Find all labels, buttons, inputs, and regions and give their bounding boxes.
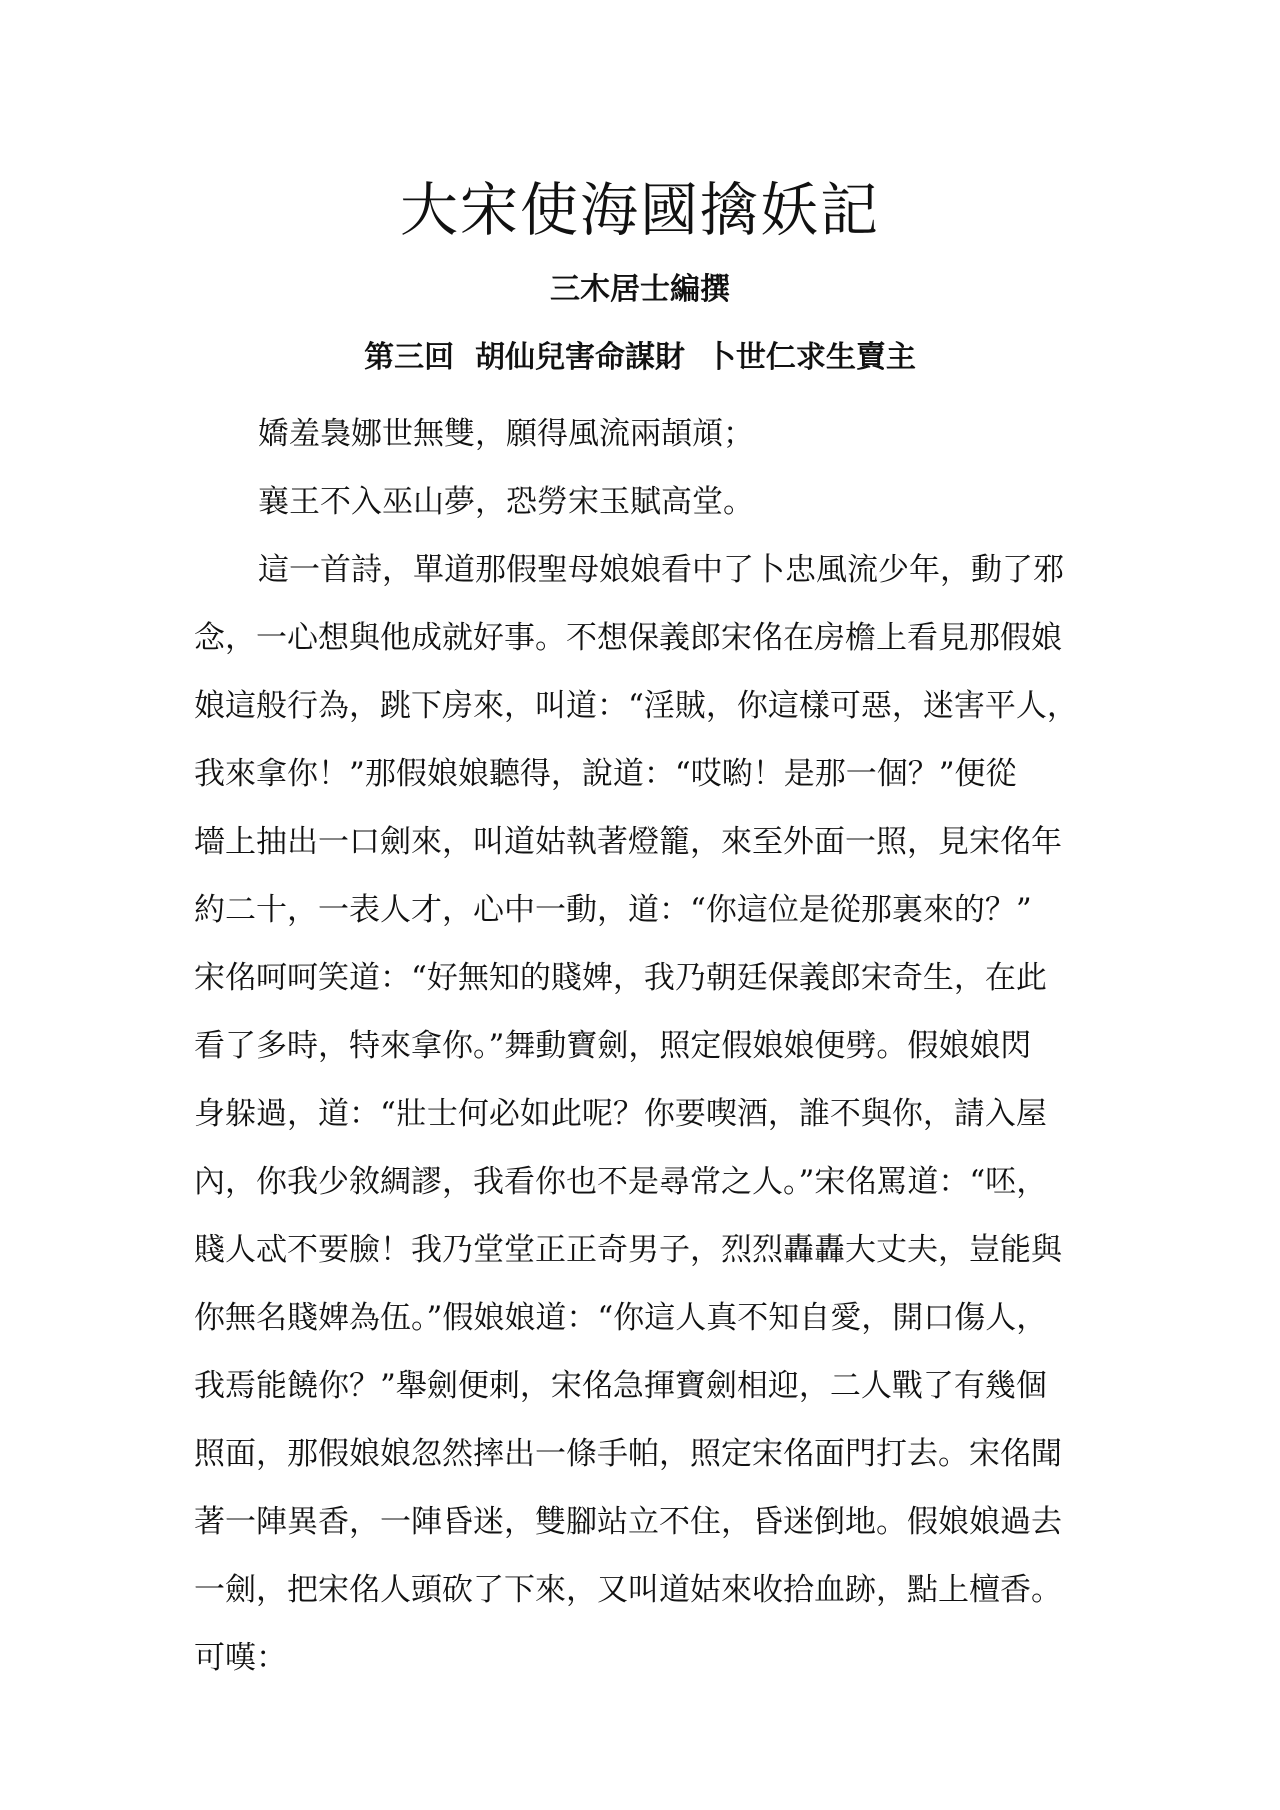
paragraph-line: 墻上抽出一口劍來，叫道姑執著燈籠，來至外面一照，見宋佲年: [194, 824, 1062, 860]
paragraph-line: 看了多時，特來拿你。”舞動寶劍，照定假娘娘便劈。假娘娘閃: [194, 1028, 1032, 1064]
paragraph-line: 宋佲呵呵笑道：“好無知的賤婢，我乃朝廷保義郎宋奇生，在此: [194, 960, 1047, 996]
paragraph-line: 照面，那假娘娘忽然摔出一條手帕，照定宋佲面門打去。宋佲聞: [194, 1436, 1062, 1472]
paragraph-line: 我來拿你！”那假娘娘聽得，說道：“哎喲！是那一個？”便從: [194, 756, 1017, 792]
paragraph-line: 身躲過，道：“壯士何必如此呢？你要喫酒，誰不與你，請入屋: [194, 1096, 1047, 1132]
poem-line: 嬌羞裊娜世無雙，願得風流兩頡頏；: [258, 416, 754, 452]
chapter-heading: 第三回 胡仙兒害命謀財 卜世仁求生賣主: [364, 340, 916, 375]
paragraph-line: 娘這般行為，跳下房來，叫道：“淫賊，你這樣可惡，迷害平人，: [194, 688, 1078, 724]
book-title: 大宋使海國擒妖記: [399, 176, 880, 244]
paragraph-line: 內，你我少敘綢謬，我看你也不是尋常之人。”宋佲罵道：“呸，: [194, 1164, 1048, 1200]
paragraph-line: 可嘆：: [194, 1640, 287, 1676]
paragraph-line: 著一陣異香，一陣昏迷，雙腳站立不住，昏迷倒地。假娘娘過去: [194, 1504, 1062, 1540]
paragraph-line: 你無名賤婢為伍。”假娘娘道：“你這人真不知自愛，開口傷人，: [194, 1300, 1048, 1336]
body-text: [194, 400, 1094, 1692]
paragraph-line: 這一首詩，單道那假聖母娘娘看中了卜忠風流少年，動了邪: [258, 552, 1064, 588]
paragraph-line: 念，一心想與他成就好事。不想保義郎宋佲在房檐上看見那假娘: [194, 620, 1062, 656]
paragraph-line: 約二十，一表人才，心中一動，道：“你這位是從那裏來的？”: [194, 892, 1032, 928]
poem-line: 襄王不入巫山夢，恐勞宋玉賦高堂。: [258, 484, 754, 520]
paragraph-line: 我焉能饒你？”舉劍便刺，宋佲急揮寶劍相迎，二人戰了有幾個: [194, 1368, 1047, 1404]
paragraph-line: 一劍，把宋佲人頭砍了下來，又叫道姑來收拾血跡，點上檀香。: [194, 1572, 1062, 1608]
author-line: 三木居士編撰: [550, 272, 730, 307]
paragraph-line: 賤人忒不要臉！我乃堂堂正正奇男子，烈烈轟轟大丈夫，豈能與: [194, 1232, 1062, 1268]
